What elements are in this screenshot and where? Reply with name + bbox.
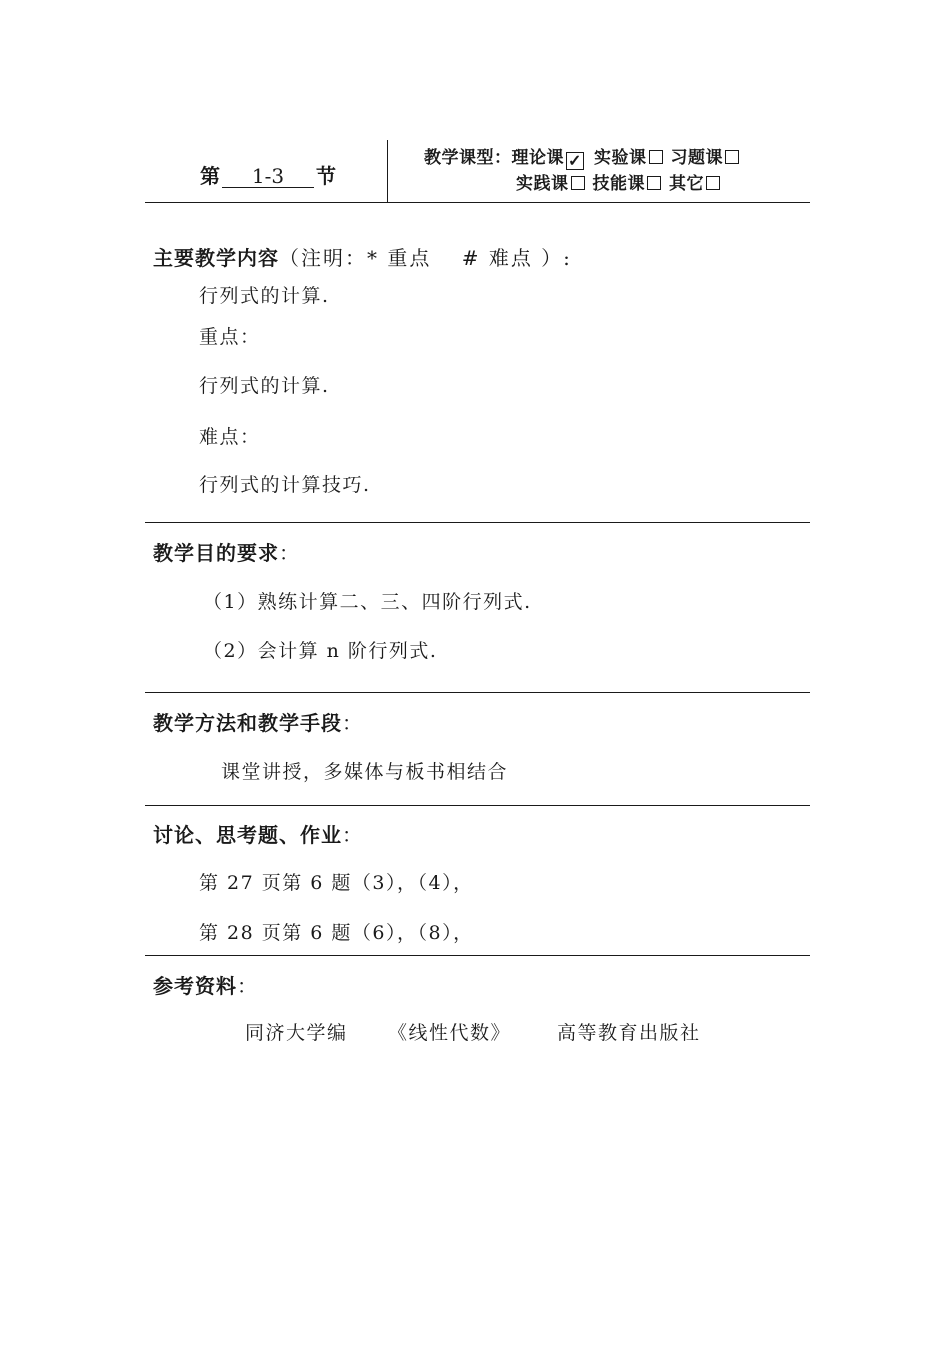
objectives-heading: 教学目的要求： bbox=[153, 541, 300, 565]
option-other[interactable]: 其它 bbox=[669, 174, 722, 194]
option-lab[interactable]: 实验课 bbox=[594, 148, 665, 168]
unchecked-box-icon[interactable] bbox=[647, 176, 661, 190]
option-exercise[interactable]: 习题课 bbox=[671, 148, 742, 168]
divider-line bbox=[145, 805, 810, 806]
methods-text: 课堂讲授，多媒体与板书相结合 bbox=[221, 761, 509, 783]
unchecked-box-icon[interactable] bbox=[571, 176, 585, 190]
difficulty-label: 难点： bbox=[199, 426, 261, 448]
main-content-heading: 主要教学内容（注明：* 重点 # 难点 ）: bbox=[153, 246, 572, 270]
homework-heading: 讨论、思考题、作业： bbox=[153, 823, 363, 847]
key-point-label: 重点： bbox=[199, 326, 261, 348]
section-number bbox=[200, 160, 336, 189]
unchecked-box-icon[interactable] bbox=[706, 176, 720, 190]
divider-line bbox=[145, 202, 810, 203]
option-practice[interactable]: 实践课 bbox=[516, 174, 587, 194]
difficulty-text: 行列式的计算技巧. bbox=[199, 474, 371, 496]
option-skill[interactable]: 技能课 bbox=[593, 174, 664, 194]
methods-heading: 教学方法和教学手段： bbox=[153, 711, 363, 735]
section-prefix: 第 bbox=[200, 164, 220, 188]
section-number-value: 1-3 bbox=[222, 165, 314, 188]
course-type-row-2 bbox=[516, 169, 728, 194]
objective-item-1: （1）熟练计算二、三、四阶行列式. bbox=[203, 591, 532, 613]
references-heading: 参考资料： bbox=[153, 974, 258, 998]
reference-publisher: 高等教育出版社 bbox=[557, 1022, 701, 1044]
main-content-note: （注明：* 重点 # 难点 ）: bbox=[279, 246, 572, 270]
section-suffix: 节 bbox=[316, 164, 336, 188]
key-point-text: 行列式的计算. bbox=[199, 375, 330, 397]
homework-item-1: 第 27 页第 6 题（3），（4）， bbox=[199, 872, 474, 894]
homework-item-2: 第 28 页第 6 题（6），（8）， bbox=[199, 922, 474, 944]
divider-line bbox=[145, 692, 810, 693]
course-type-row-1 bbox=[424, 143, 747, 170]
divider-line bbox=[145, 955, 810, 956]
checked-box-icon[interactable]: ✓ bbox=[566, 152, 584, 170]
option-theory[interactable]: 理论课 ✓ bbox=[512, 148, 589, 168]
topic-text: 行列式的计算. bbox=[199, 285, 330, 307]
divider-line bbox=[145, 522, 810, 523]
unchecked-box-icon[interactable] bbox=[725, 150, 739, 164]
reference-author: 同济大学编 bbox=[245, 1022, 348, 1044]
course-type-label: 教学课型： bbox=[424, 148, 512, 168]
objective-item-2: （2）会计算 n 阶行列式. bbox=[203, 640, 438, 662]
header-divider bbox=[387, 140, 388, 202]
reference-book: 《线性代数》 bbox=[388, 1022, 512, 1044]
unchecked-box-icon[interactable] bbox=[649, 150, 663, 164]
